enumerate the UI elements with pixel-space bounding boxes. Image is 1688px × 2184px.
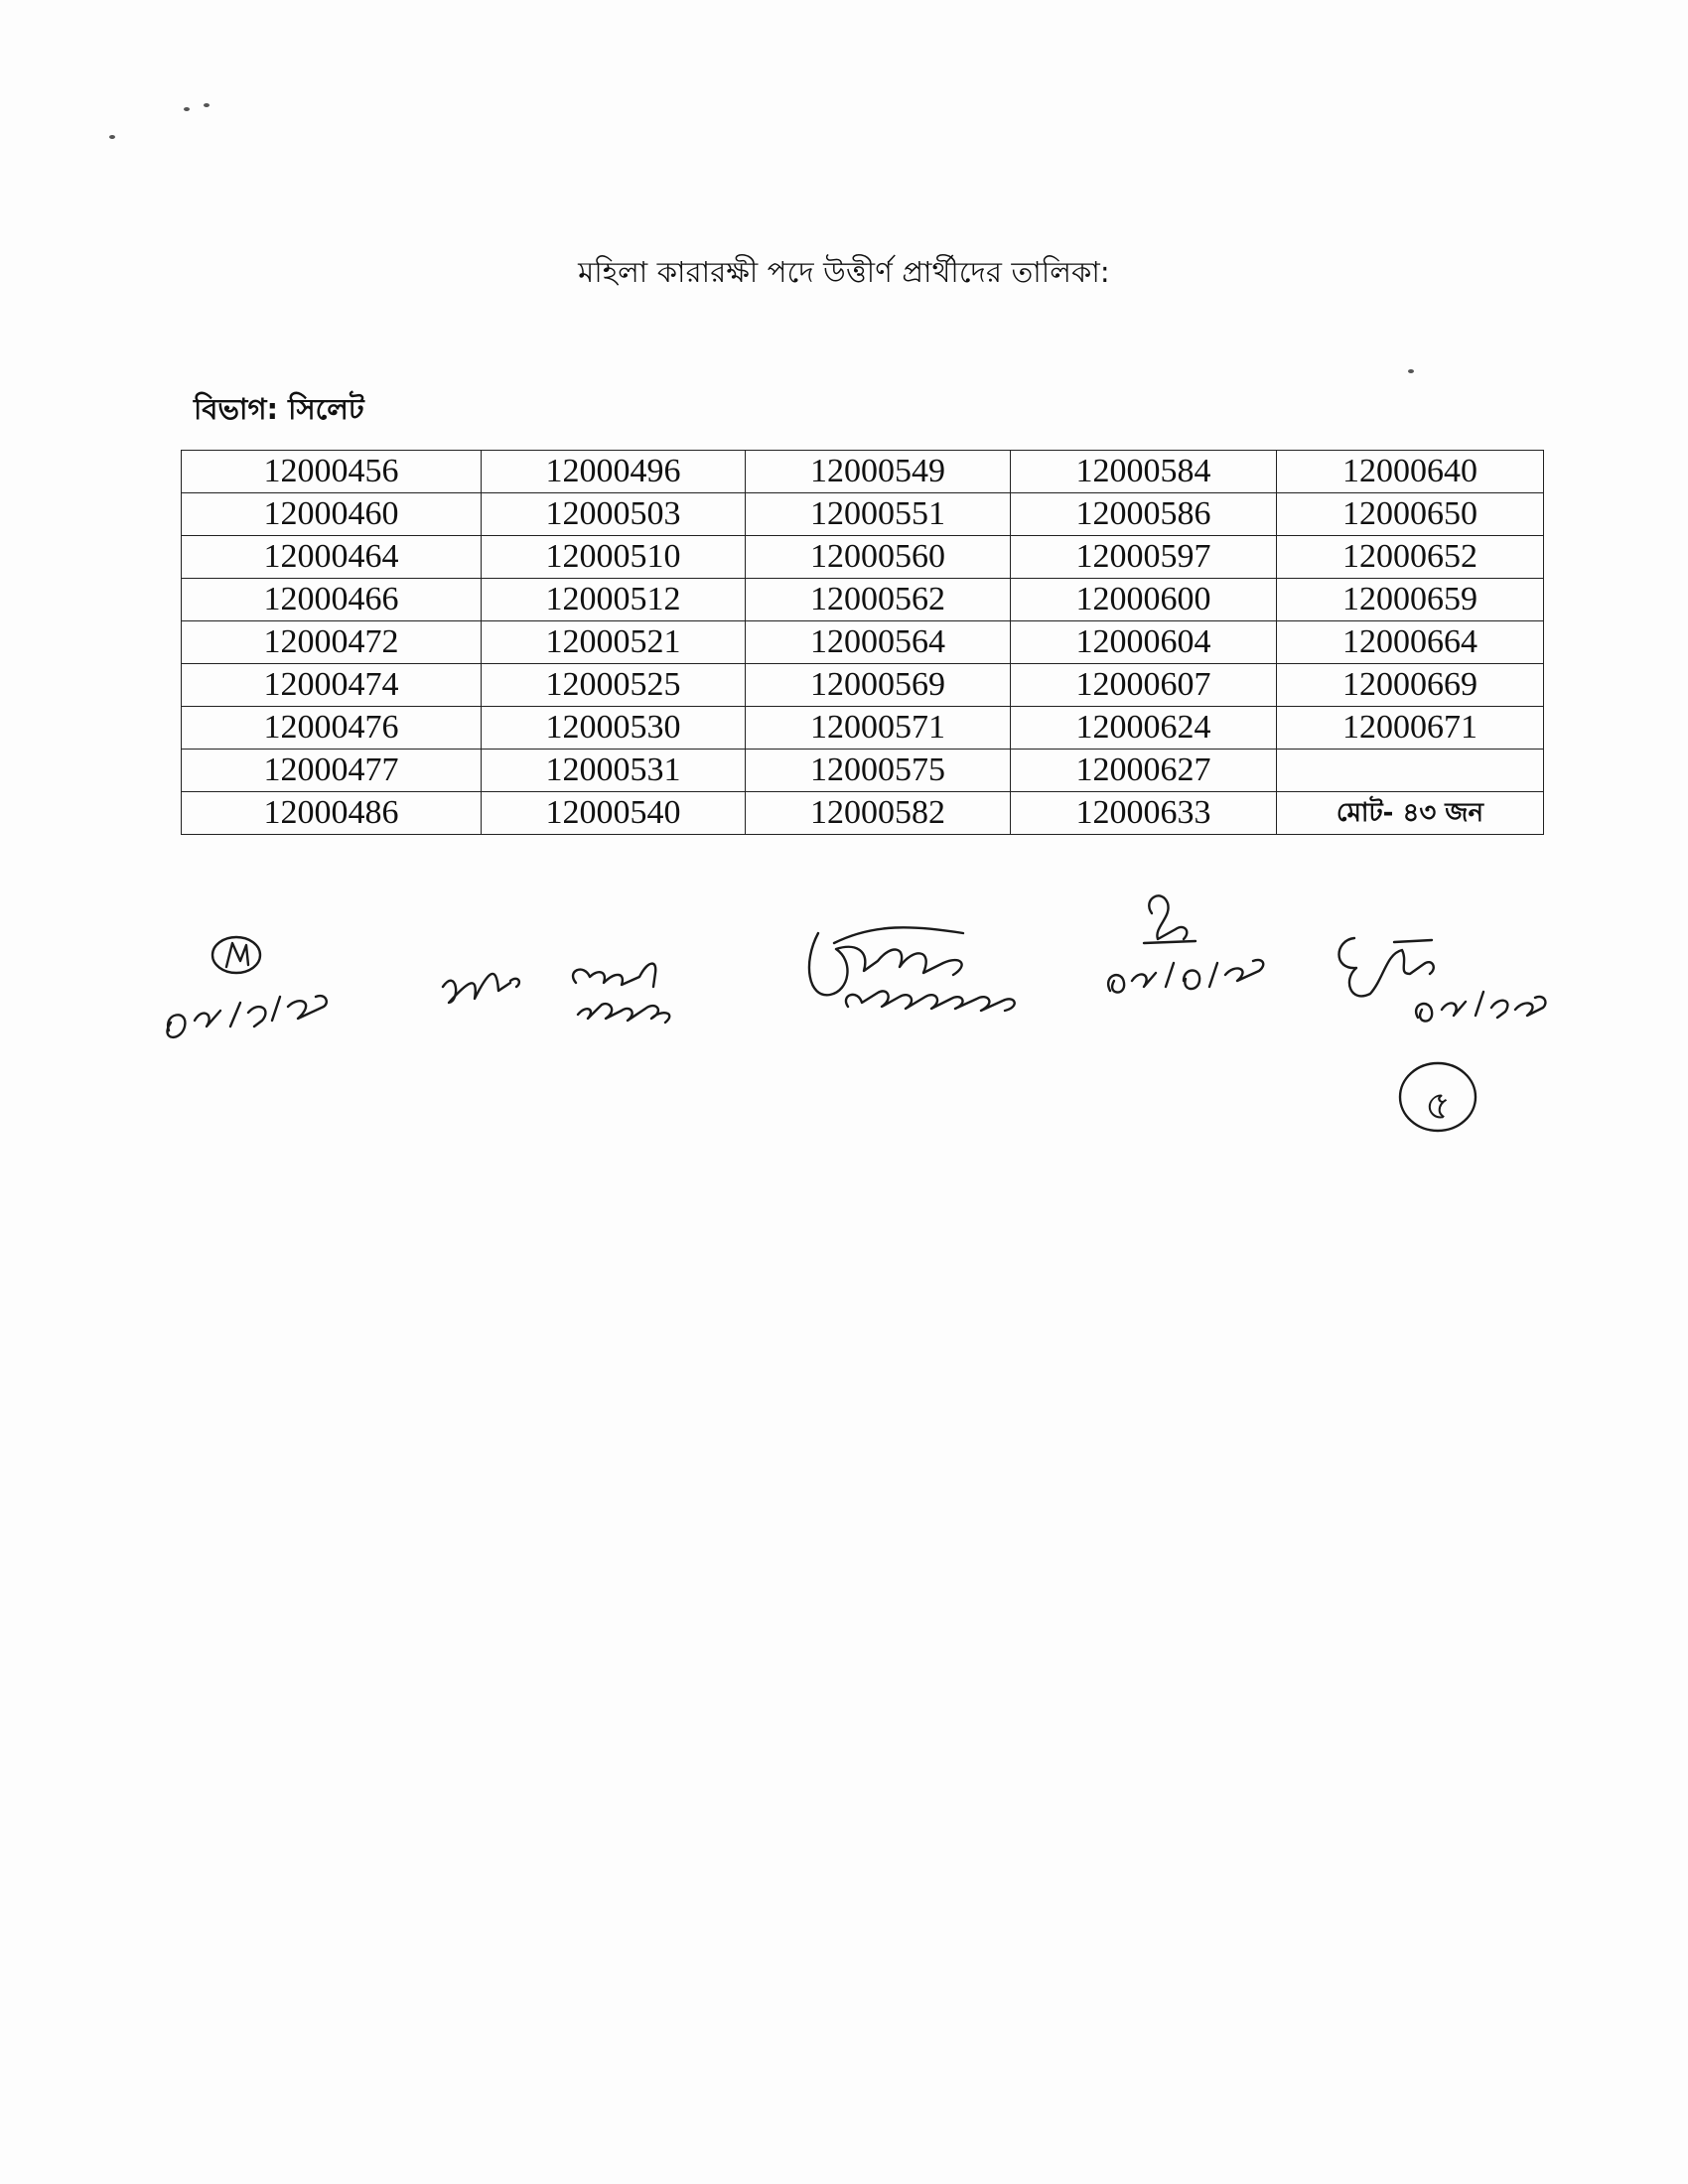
- table-row: [182, 664, 1544, 707]
- table-cell: 12000460: [182, 493, 482, 536]
- table-row: [182, 792, 1544, 835]
- table-cell: 12000474: [182, 664, 482, 707]
- signature-area: [0, 864, 1688, 1161]
- table-cell: 12000512: [482, 579, 746, 621]
- table-row: [182, 451, 1544, 493]
- page-title: মহিলা কারারক্ষী পদে উত্তীর্ণ প্রার্থীদের তালিকা:: [578, 255, 1110, 289]
- table-cell: 12000525: [482, 664, 746, 707]
- table-row: [182, 493, 1544, 536]
- table-row: [182, 707, 1544, 750]
- table-cell: 12000575: [746, 750, 1011, 792]
- table-cell: 12000627: [1011, 750, 1277, 792]
- table-cell: 12000582: [746, 792, 1011, 835]
- signature-5: [1321, 918, 1549, 1047]
- table-cell: 12000521: [482, 621, 746, 664]
- signature-4: [1092, 884, 1281, 1013]
- table-cell: 12000584: [1011, 451, 1277, 493]
- total-count: মোট- ৪৩ জন: [1277, 792, 1544, 835]
- table-cell: 12000531: [482, 750, 746, 792]
- table-cell: 12000477: [182, 750, 482, 792]
- table-cell: 12000607: [1011, 664, 1277, 707]
- scan-speck: [204, 103, 210, 107]
- table-cell: 12000496: [482, 451, 746, 493]
- table-cell: 12000633: [1011, 792, 1277, 835]
- table-cell: 12000486: [182, 792, 482, 835]
- table-cell: 12000671: [1277, 707, 1544, 750]
- table-row: [182, 536, 1544, 579]
- table-cell: 12000530: [482, 707, 746, 750]
- scan-speck: [1408, 369, 1414, 373]
- scan-speck: [184, 107, 190, 111]
- roll-table-body: [182, 451, 1544, 835]
- table-cell: 12000571: [746, 707, 1011, 750]
- table-cell: 12000600: [1011, 579, 1277, 621]
- table-cell: 12000562: [746, 579, 1011, 621]
- signature-1: [149, 923, 348, 1062]
- table-row: [182, 750, 1544, 792]
- table-cell: 12000510: [482, 536, 746, 579]
- table-cell: 12000640: [1277, 451, 1544, 493]
- division-label: বিভাগ: সিলেট: [194, 392, 364, 426]
- table-row: [182, 579, 1544, 621]
- table-cell: 12000669: [1277, 664, 1544, 707]
- table-cell: 12000652: [1277, 536, 1544, 579]
- table-cell: 12000549: [746, 451, 1011, 493]
- table-cell: 12000466: [182, 579, 482, 621]
- scan-speck: [109, 135, 115, 139]
- table-cell: 12000560: [746, 536, 1011, 579]
- table-cell: 12000456: [182, 451, 482, 493]
- table-cell: 12000551: [746, 493, 1011, 536]
- table-cell: 12000564: [746, 621, 1011, 664]
- table-cell: 12000597: [1011, 536, 1277, 579]
- table-cell: 12000476: [182, 707, 482, 750]
- roll-number-table: [181, 450, 1544, 835]
- table-cell: 12000604: [1011, 621, 1277, 664]
- table-cell: 12000464: [182, 536, 482, 579]
- table-cell: 12000659: [1277, 579, 1544, 621]
- table-cell: [1277, 750, 1544, 792]
- table-cell: 12000540: [482, 792, 746, 835]
- page-number: ৫: [1425, 1083, 1451, 1129]
- signature-2: [427, 913, 725, 1042]
- table-cell: 12000650: [1277, 493, 1544, 536]
- table-cell: 12000664: [1277, 621, 1544, 664]
- table-cell: 12000472: [182, 621, 482, 664]
- table-cell: 12000503: [482, 493, 746, 536]
- table-row: [182, 621, 1544, 664]
- table-cell: 12000586: [1011, 493, 1277, 536]
- table-cell: 12000569: [746, 664, 1011, 707]
- signature-3: [794, 903, 1053, 1032]
- table-cell: 12000624: [1011, 707, 1277, 750]
